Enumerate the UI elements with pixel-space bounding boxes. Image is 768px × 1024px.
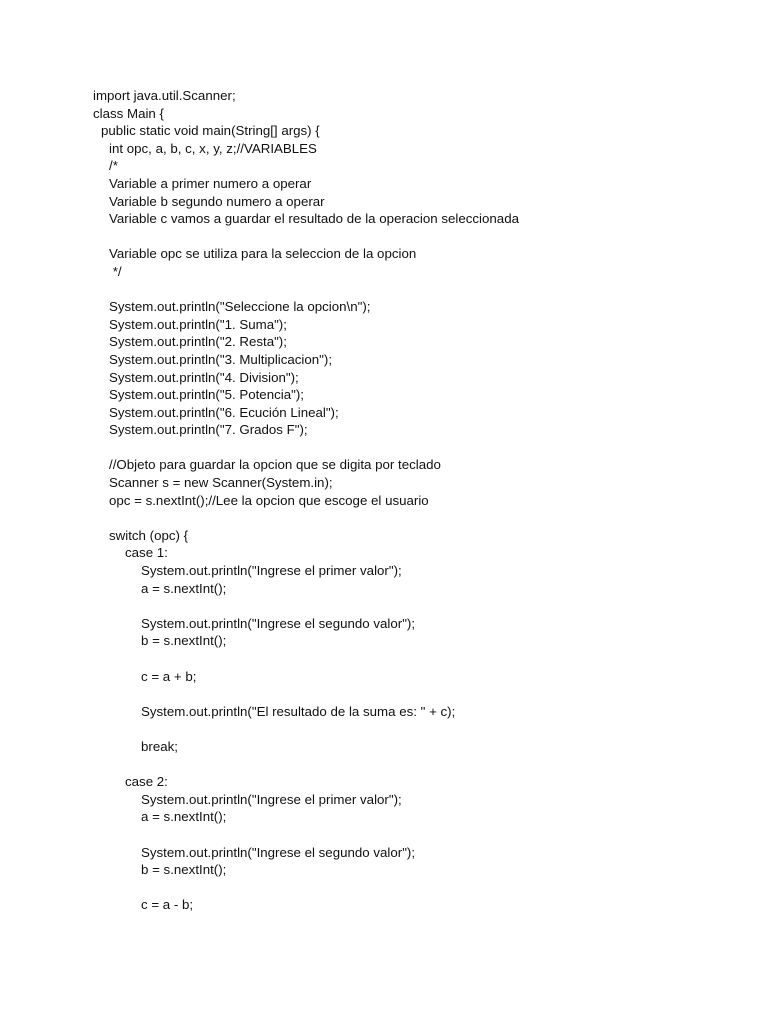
code-line: System.out.println("3. Multiplicacion"); — [109, 351, 333, 367]
code-line: class Main { — [93, 105, 164, 121]
code-listing — [93, 87, 733, 914]
code-line: b = s.nextInt(); — [141, 862, 227, 878]
code-line: case 1: — [125, 545, 168, 561]
code-line: Variable b segundo numero a operar — [109, 193, 325, 209]
code-line: opc = s.nextInt();//Lee la opcion que escoge el usuario — [109, 492, 429, 508]
code-line: System.out.println("Seleccione la opcion\n"); — [109, 299, 371, 315]
blank-line — [93, 826, 733, 844]
blank-line — [93, 281, 733, 299]
code-line: System.out.println("Ingrese el segundo valor"); — [141, 615, 416, 631]
code-line: switch (opc) { — [109, 527, 189, 543]
blank-line — [93, 879, 733, 897]
code-line: /* — [109, 158, 118, 174]
code-line: System.out.println("5. Potencia"); — [109, 387, 304, 403]
code-line: break; — [141, 738, 178, 754]
blank-line — [93, 439, 733, 457]
blank-line — [93, 685, 733, 703]
code-line: public static void main(String[] args) { — [101, 123, 320, 139]
blank-line — [93, 597, 733, 615]
code-line: Variable a primer numero a operar — [109, 175, 312, 191]
code-line: System.out.println("2. Resta"); — [109, 334, 287, 350]
blank-line — [93, 650, 733, 668]
code-line: int opc, a, b, c, x, y, z;//VARIABLES — [109, 140, 317, 156]
code-line: System.out.println("Ingrese el segundo valor"); — [141, 844, 416, 860]
code-line: System.out.println("1. Suma"); — [109, 316, 287, 332]
code-line: b = s.nextInt(); — [141, 633, 227, 649]
code-line: System.out.println("Ingrese el primer valor"); — [141, 563, 402, 579]
code-line: a = s.nextInt(); — [141, 580, 227, 596]
code-line: c = a + b; — [141, 668, 197, 684]
code-line: System.out.println("El resultado de la suma es: " + c); — [141, 703, 456, 719]
code-line: c = a - b; — [141, 897, 194, 913]
code-line: System.out.println("6. Ecución Lineal"); — [109, 404, 339, 420]
code-line: import java.util.Scanner; — [93, 88, 236, 103]
code-line: Variable opc se utiliza para la seleccion de la opcion — [109, 246, 417, 262]
code-line: case 2: — [125, 774, 168, 790]
code-line: Scanner s = new Scanner(System.in); — [109, 475, 333, 491]
code-line: System.out.println("4. Division"); — [109, 369, 299, 385]
code-line: System.out.println("7. Grados F"); — [109, 422, 308, 438]
code-line: System.out.println("Ingrese el primer valor"); — [141, 791, 402, 807]
code-line: //Objeto para guardar la opcion que se digita por teclado — [109, 457, 441, 473]
code-line: Variable c vamos a guardar el resultado de la operacion seleccionada — [109, 211, 519, 227]
blank-line — [93, 509, 733, 527]
blank-line — [93, 228, 733, 246]
code-line: */ — [109, 263, 122, 279]
code-line: a = s.nextInt(); — [141, 809, 227, 825]
blank-line — [93, 720, 733, 738]
blank-line — [93, 756, 733, 774]
